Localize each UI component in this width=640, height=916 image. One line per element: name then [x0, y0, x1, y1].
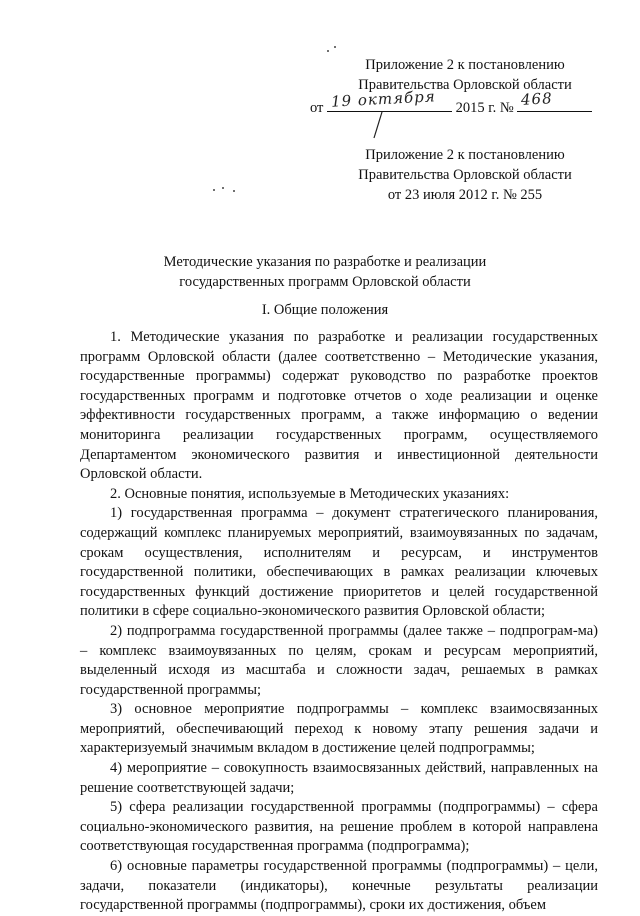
paragraph: 1. Методические указания по разработке и реализации государственных программ Орловской области (далее соответственно – Методические указания, государственные программы) содержат руководство по разработке проектов государственных программ и подготовке отчетов о ходе реализации и оценке эффективности государственных программ, а также информацию о ведении мониторинга реализации государственных программ, осуществляемого Департаментом экономического развития и инвестиционной деятельности Орловской области. [80, 329, 598, 483]
paragraph: 6) основные параметры государственной программы (подпрограммы) – цели, задачи, показатели (индикаторы), конечные результаты реализации государственной программы (подпрограммы), сроки их достижения, объем [80, 858, 598, 914]
date-year: 2015 г. [455, 100, 497, 116]
signature-mark [370, 110, 390, 140]
handwritten-number: 468 [520, 89, 554, 109]
body-text [80, 328, 598, 916]
document-title [60, 252, 590, 292]
number-label: № [499, 100, 514, 116]
old-appendix-line-1: Приложение 2 к постановлению [365, 147, 565, 163]
section-heading: I. Общие положения [261, 302, 389, 318]
title-line-1: Методические указания по разработке и реализации [163, 254, 487, 270]
title-line-2: государственных программ Орловской области [179, 274, 471, 290]
appendix-line-1: Приложение 2 к постановлению [365, 57, 565, 73]
scan-speck [334, 46, 336, 48]
scan-speck [233, 190, 235, 192]
appendix-header-old [300, 145, 630, 205]
old-appendix-line-2: Правительства Орловской области [358, 167, 572, 183]
paragraph: 3) основное мероприятие подпрограммы – комплекс взаимосвязанных мероприятий, обеспечивающий переход к новому этапу решения задачи и характеризуемый значимым вкладом в достижение целей подпрограммы; [80, 701, 598, 757]
scan-speck [327, 50, 329, 52]
paragraph: 1) государственная программа – документ стратегического планирования, содержащий комплекс планируемых мероприятий, взаимоувязанных по задачам, срокам осуществления, исполнителям и ресурсам, и инструментов государственной политики, обеспечивающих в рамках реализации ключевых государственных функций достижение приоритетов и целей государственной политики в сфере социально-экономического развития Орловской области; [80, 505, 598, 620]
handwritten-date: 19 октября [330, 87, 437, 111]
appendix-line-2: Правительства Орловской области [358, 77, 572, 93]
date-prefix: от [310, 100, 324, 116]
scan-speck [222, 187, 224, 189]
paragraph: 2. Основные понятия, используемые в Методических указаниях: [110, 485, 510, 502]
old-appendix-line-3: от 23 июля 2012 г. № 255 [387, 187, 543, 203]
appendix-date-line [300, 87, 630, 118]
appendix-header-new [300, 55, 630, 118]
paragraph: 4) мероприятие – совокупность взаимосвязанных действий, направленных на решение соответствующей задачи; [80, 760, 598, 796]
paragraph: 5) сфера реализации государственной программы (подпрограммы) – сфера социально-экономического развития, на решение проблем в которой направлена соответствующая государственная программа (подпрограмма); [80, 799, 598, 855]
scan-speck [213, 189, 215, 191]
number-blank [517, 89, 592, 112]
paragraph: 2) подпрограмма государственной программы (далее также – подпрограм-ма) – комплекс взаимоувязанных по целям, срокам и ресурсам мероприятий, выделенный исходя из масштаба и сложности задач, решаемых в рамках государственной программы; [80, 622, 598, 698]
